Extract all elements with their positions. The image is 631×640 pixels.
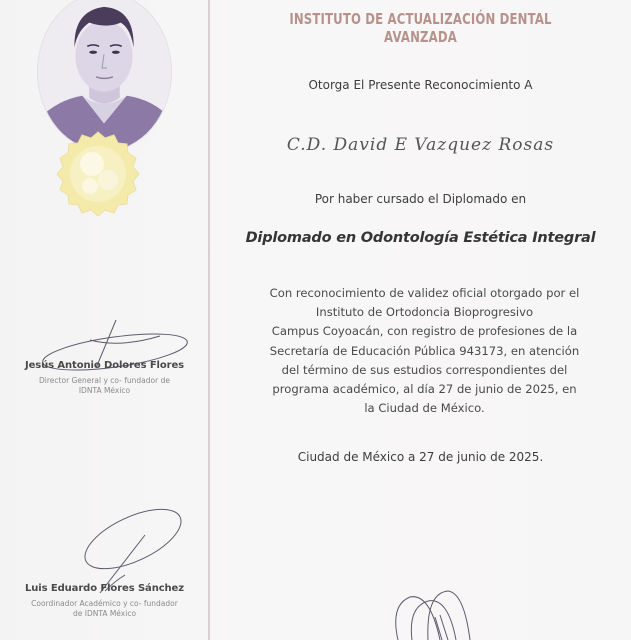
signer-2-role-line-2: de IDNTA México	[72, 609, 137, 618]
body-line-4: Secretaría de Educación Pública 943173, en atención	[269, 343, 580, 358]
body-line-1: Con reconocimiento de validez oficial otorgado por el	[269, 286, 580, 300]
body-line-5: del término de sus estudios correspondientes del	[281, 362, 568, 377]
left-column	[0, 0, 209, 640]
signer-1-name: Jesús Antonio Dolores Flores	[24, 360, 185, 371]
reason-phrase: Por haber cursado el Diplomado en	[314, 192, 527, 206]
body-line-7: la Ciudad de México.	[364, 401, 485, 416]
embossed-seal	[52, 128, 144, 220]
place-and-date: Ciudad de México a 27 de junio de 2025.	[297, 450, 544, 464]
recipient-name: C.D. David E Vazquez Rosas	[286, 135, 555, 155]
validity-statement	[210, 284, 631, 418]
signer-2-role	[0, 599, 209, 619]
signer-1-role-line-1: Director General y co- fundador de	[39, 376, 170, 385]
signature-2-icon	[45, 505, 190, 595]
body-line-6: programa académico, al día 27 de junio de 2025, en	[272, 382, 577, 397]
right-column	[210, 0, 631, 640]
grant-phrase: Otorga El Presente Reconocimiento A	[308, 78, 533, 92]
institution-title: INSTITUTO DE ACTUALIZACIÓN DENTAL AVANZADA	[289, 10, 552, 46]
signer-2	[0, 583, 209, 619]
signer-2-role-line-1: Coordinador Académico y co- fundador	[31, 599, 178, 608]
bottom-signature-icon	[380, 585, 490, 640]
signer-2-name: Luis Eduardo Flores Sánchez	[25, 583, 184, 594]
seal-icon	[52, 128, 144, 220]
program-name: Diplomado en Odontología Estética Integral	[245, 230, 596, 246]
body-line-2: Instituto de Ortodoncia Bioprogresivo	[315, 305, 534, 320]
signer-1	[0, 360, 209, 396]
signer-1-role-line-2: IDNTA México	[78, 386, 131, 395]
signer-1-role	[0, 376, 209, 396]
body-line-3: Campus Coyoacán, con registro de profesiones de la	[271, 324, 578, 339]
